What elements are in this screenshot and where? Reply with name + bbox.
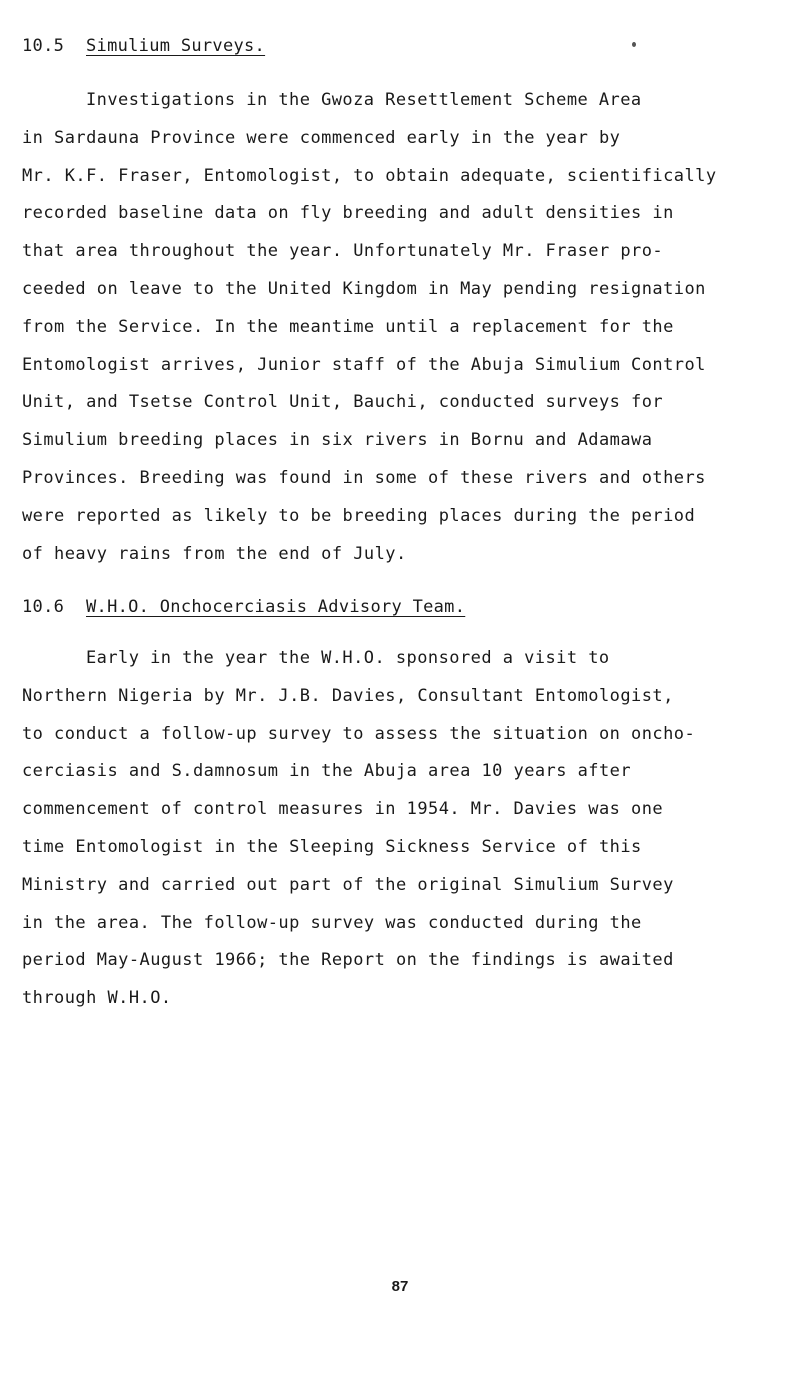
body-line: ceeded on leave to the United Kingdom in May pending resignation (22, 278, 706, 299)
section-body-10-5 (22, 82, 792, 573)
body-line: Unit, and Tsetse Control Unit, Bauchi, conducted surveys for (22, 392, 664, 413)
body-line: recorded baseline data on fly breeding and adult densities in (22, 203, 674, 224)
body-line: Ministry and carried out part of the original Simulium Survey (22, 874, 674, 895)
section-number: 10.5 (22, 36, 65, 56)
body-line: in Sardauna Province were commenced early in the year by (22, 127, 621, 148)
body-line: from the Service. In the meantime until a replacement for the (22, 316, 674, 337)
body-line: to conduct a follow-up survey to assess the situation on oncho- (22, 723, 696, 744)
body-line: were reported as likely to be breeding places during the period (22, 505, 696, 526)
page-number: 87 (391, 1278, 409, 1295)
section-title: Simulium Surveys. (86, 36, 266, 56)
body-line: commencement of control measures in 1954. Mr. Davies was one (22, 799, 664, 820)
body-line: time Entomologist in the Sleeping Sickness Service of this (22, 836, 642, 857)
body-line: Simulium breeding places in six rivers in Bornu and Adamawa (22, 430, 653, 451)
body-line: period May-August 1966; the Report on the findings is awaited (22, 950, 674, 971)
body-line: in the area. The follow-up survey was conducted during the (22, 912, 642, 933)
body-line: Northern Nigeria by Mr. J.B. Davies, Consultant Entomologist, (22, 685, 674, 706)
body-line: Early in the year the W.H.O. sponsored a visit to (86, 648, 610, 668)
body-line: through W.H.O. (22, 988, 172, 1009)
scan-speck (632, 42, 636, 47)
body-line: Investigations in the Gwoza Resettlement Scheme Area (86, 90, 642, 110)
section-heading-10-5 (22, 36, 265, 56)
body-line: Entomologist arrives, Junior staff of the Abuja Simulium Control (22, 354, 706, 375)
body-line: that area throughout the year. Unfortunately Mr. Fraser pro- (22, 241, 664, 262)
section-heading-10-6 (22, 597, 465, 617)
body-line: of heavy rains from the end of July. (22, 543, 407, 564)
body-line: Mr. K.F. Fraser, Entomologist, to obtain adequate, scientifically (22, 165, 717, 186)
body-line: Provinces. Breeding was found in some of these rivers and others (22, 467, 706, 488)
section-body-10-6 (22, 640, 792, 1018)
section-title: W.H.O. Onchocerciasis Advisory Team. (86, 597, 466, 617)
body-line: cerciasis and S.damnosum in the Abuja area 10 years after (22, 761, 632, 782)
section-number: 10.6 (22, 597, 65, 617)
